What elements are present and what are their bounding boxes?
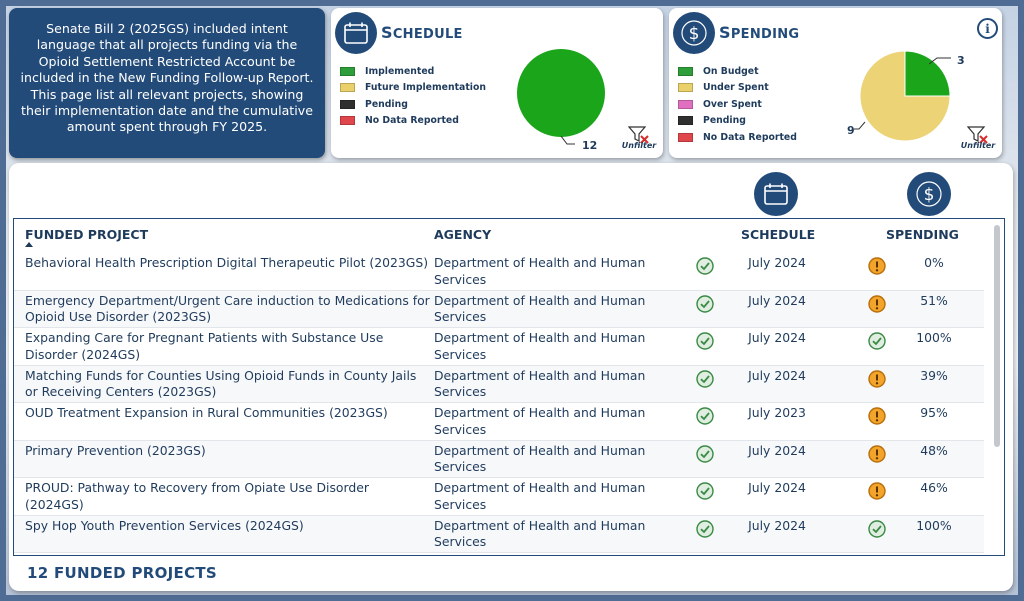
funded-projects-panel [9,163,1013,591]
schedule-pie-leader [561,136,575,146]
agency-name: Department of Health and Human Services [434,405,646,437]
agency-name: Department of Health and Human Services [434,367,646,399]
warning-circle-icon [868,407,886,425]
spending-pie-label-under-spent: 9 [847,124,855,137]
agency-name: Department of Health and Human Services [434,442,646,474]
dollar-icon [673,12,715,54]
check-circle-icon [696,482,714,500]
spending-percent: 95% [920,405,948,420]
schedule-legend-swatch [340,67,355,76]
schedule-card [331,8,663,158]
spending-legend-swatch [678,67,693,76]
schedule-date: July 2023 [748,405,806,420]
schedule-status [696,482,714,500]
schedule-title: SCHEDULE [381,23,463,42]
schedule-legend-swatch [340,100,355,109]
check-circle-icon [696,407,714,425]
schedule-unfilter-button[interactable] [621,126,657,150]
spending-pie-leader-under-spent [854,120,866,130]
check-circle-icon [696,257,714,275]
table-row[interactable] [14,291,984,329]
spending-card [669,8,1002,158]
warning-circle-icon [868,445,886,463]
spending-legend-label: Over Spent [703,98,762,110]
header-agency[interactable]: AGENCY [434,227,492,242]
schedule-date: July 2024 [748,255,806,270]
spending-unfilter-label: Unfilter [960,141,996,150]
schedule-status [696,332,714,350]
schedule-status [696,445,714,463]
spending-legend-swatch [678,133,693,142]
spending-column-dollar-icon [907,172,951,216]
funded-projects-count: 12 FUNDED PROJECTS [27,564,218,582]
schedule-status [696,257,714,275]
spending-percent: 51% [920,292,948,308]
project-name: Emergency Department/Urgent Care induction to Medications for Opioid Use Disorder (2023GS) [25,292,430,324]
table-body [14,253,984,553]
spending-percent: 46% [920,480,948,495]
agency-name: Department of Health and Human Services [434,255,646,287]
intro-text: Senate Bill 2 (2025GS) included intent language that all projects funding via the Opioid Settlement Restricted Account be included in the New Funding Follow-up Report. This page list all relevant projects, showing their implementation date and the cumulative amount spent through FY 2025. [20,21,314,135]
check-circle-icon [868,332,886,350]
table-header [14,219,984,254]
funded-projects-table [13,218,1005,556]
spending-legend-item[interactable] [678,96,797,113]
check-circle-icon [696,520,714,538]
spending-legend-label: Under Spent [703,82,769,94]
agency-name: Department of Health and Human Services [434,480,646,512]
check-circle-icon [696,370,714,388]
schedule-date: July 2024 [748,367,806,383]
spending-legend-item[interactable] [678,113,797,130]
spending-status [868,295,886,313]
schedule-legend-item[interactable] [340,80,486,97]
agency-name: Department of Health and Human Services [434,330,646,362]
spending-pie-leader-on-budget [929,56,953,66]
schedule-legend-swatch [340,116,355,125]
warning-circle-icon [868,370,886,388]
schedule-legend-label: Implemented [365,65,435,77]
schedule-unfilter-label: Unfilter [621,141,657,150]
calendar-icon [335,12,377,54]
schedule-pie-slice-implemented[interactable] [517,49,605,137]
spending-title: SPENDING [719,23,800,42]
svg-text:$: $ [923,185,935,205]
spending-legend [678,63,797,146]
project-name: PROUD: Pathway to Recovery from Opiate Use Disorder (2024GS) [25,480,369,512]
spending-percent: 100% [916,330,952,345]
check-circle-icon [696,332,714,350]
table-row[interactable] [14,366,984,404]
spending-unfilter-button[interactable] [960,126,996,150]
schedule-date: July 2024 [748,330,806,345]
schedule-legend-item[interactable] [340,113,486,130]
info-icon[interactable]: i [977,18,998,39]
table-row[interactable] [14,478,984,516]
schedule-column-calendar-icon [754,172,798,216]
header-funded-project[interactable]: FUNDED PROJECT [25,227,149,242]
check-circle-icon [868,520,886,538]
spending-legend-item[interactable] [678,80,797,97]
spending-status [868,332,886,350]
check-circle-icon [696,445,714,463]
schedule-date: July 2024 [748,442,806,458]
schedule-date: July 2024 [748,292,806,308]
header-spending[interactable]: SPENDING [886,227,959,242]
check-circle-icon [696,295,714,313]
spending-legend-label: Pending [703,115,746,127]
spending-legend-label: On Budget [703,65,759,77]
table-row[interactable] [14,403,984,441]
intro-text-card [9,8,325,158]
spending-legend-item[interactable] [678,129,797,146]
schedule-status [696,370,714,388]
table-row[interactable] [14,328,984,366]
schedule-date: July 2024 [748,480,806,495]
spending-legend-item[interactable] [678,63,797,80]
spending-status [868,257,886,275]
spending-status [868,407,886,425]
project-name: Matching Funds for Counties Using Opioid Funds in County Jails or Receiving Centers (2023GS) [25,367,417,399]
project-name: Expanding Care for Pregnant Patients with Substance Use Disorder (2024GS) [25,330,384,362]
spending-percent: 48% [920,442,948,458]
header-schedule[interactable]: SCHEDULE [741,227,816,242]
schedule-legend-label: No Data Reported [365,115,459,127]
project-name: OUD Treatment Expansion in Rural Communities (2023GS) [25,405,388,420]
schedule-legend [340,63,486,129]
warning-circle-icon [868,482,886,500]
schedule-pie-label: 12 [582,139,598,152]
table-row[interactable] [14,516,984,554]
spending-pie-label-on-budget: 3 [957,54,965,67]
spending-status [868,370,886,388]
spending-percent: 100% [916,517,952,533]
table-scrollbar[interactable] [994,225,1000,447]
agency-name: Department of Health and Human Services [434,292,646,324]
schedule-legend-swatch [340,83,355,92]
schedule-legend-item[interactable] [340,96,486,113]
warning-circle-icon [868,257,886,275]
schedule-status [696,295,714,313]
schedule-legend-label: Pending [365,98,408,110]
project-name: Spy Hop Youth Prevention Services (2024GS) [25,517,304,533]
schedule-legend-label: Future Implementation [365,82,486,94]
spending-legend-label: No Data Reported [703,131,797,143]
agency-name: Department of Health and Human Services [434,517,646,549]
project-name: Primary Prevention (2023GS) [25,442,206,458]
spending-legend-swatch [678,83,693,92]
spending-status [868,445,886,463]
spending-legend-swatch [678,116,693,125]
svg-text:$: $ [688,24,700,44]
spending-status [868,482,886,500]
schedule-legend-item[interactable] [340,63,486,80]
spending-percent: 39% [920,367,948,383]
table-row[interactable] [14,253,984,291]
schedule-status [696,520,714,538]
schedule-pie-chart[interactable] [516,48,616,148]
warning-circle-icon [868,295,886,313]
schedule-date: July 2024 [748,517,806,533]
spending-percent: 0% [924,255,944,270]
spending-status [868,520,886,538]
table-row[interactable] [14,441,984,479]
sort-ascending-icon [25,242,33,247]
schedule-status [696,407,714,425]
spending-legend-swatch [678,100,693,109]
project-name: Behavioral Health Prescription Digital Therapeutic Pilot (2023GS) [25,255,429,270]
